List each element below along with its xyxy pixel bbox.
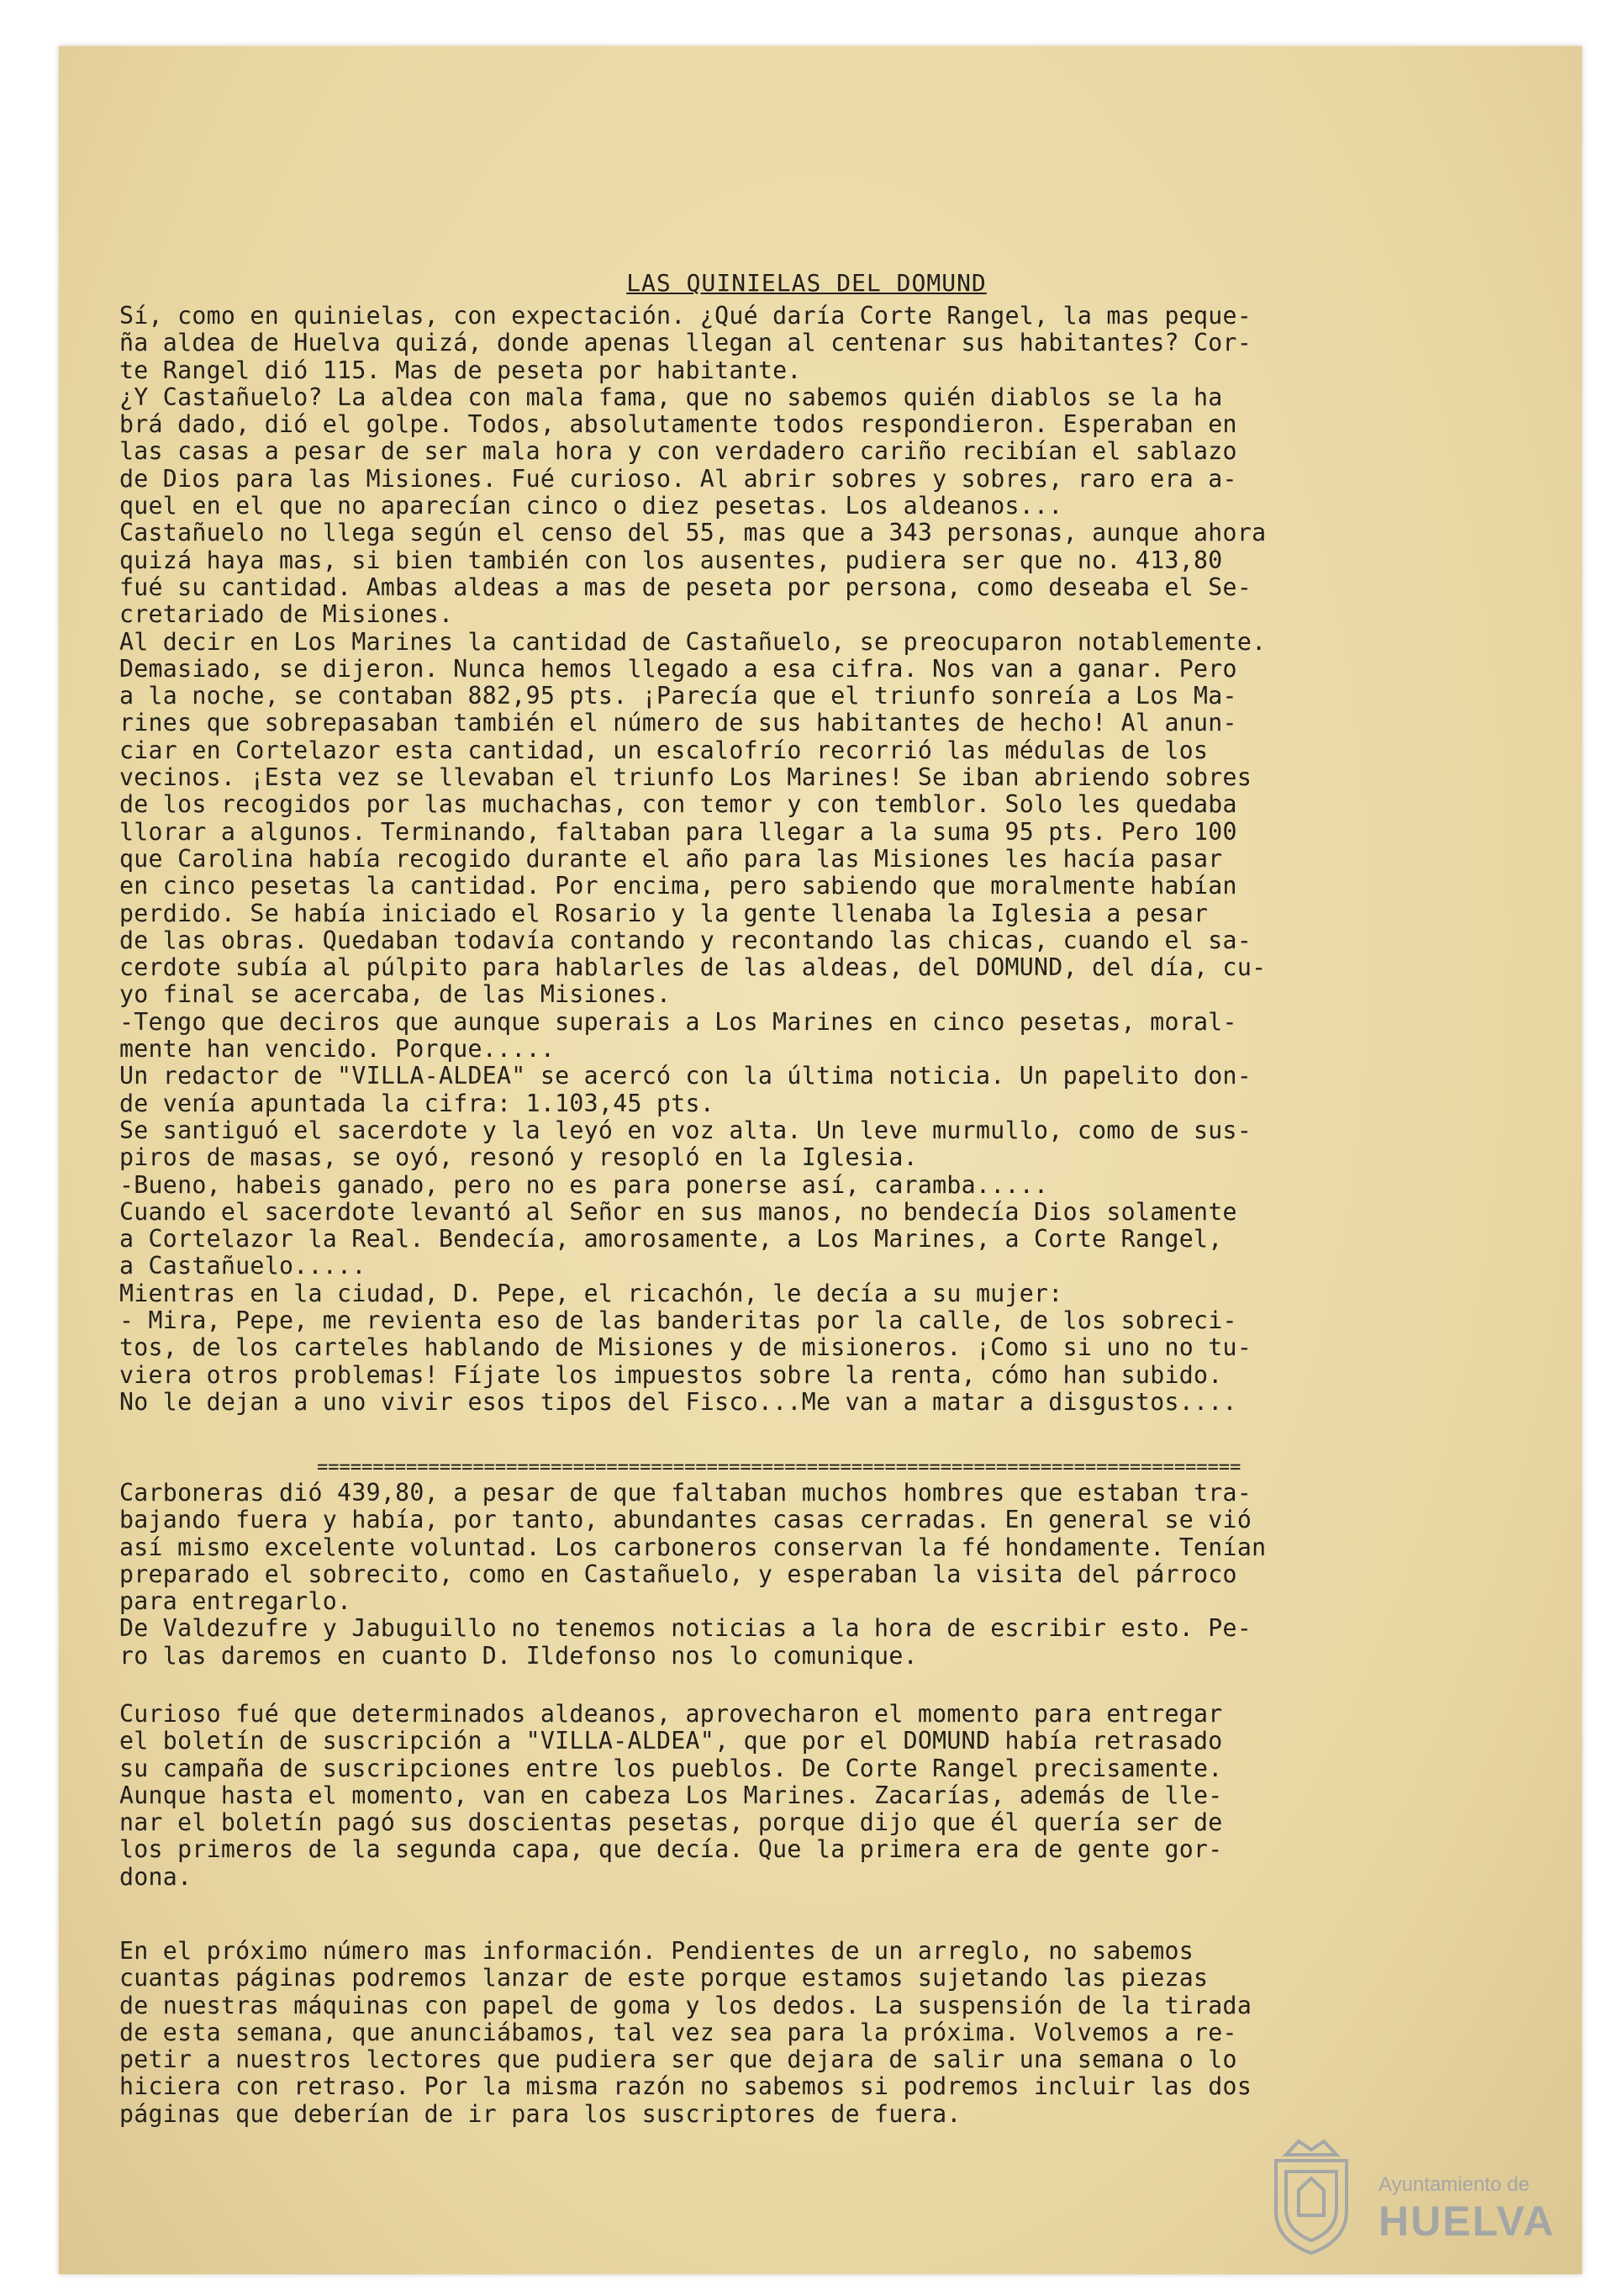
coat-of-arms-icon [1261, 2131, 1362, 2257]
body-paragraphs-carboneras: Carboneras dió 439,80, a pesar de que faltaban muchos hombres que estaban tra- bajando fuera y había, por tanto, abundantes casas cerradas. En general se vió así mismo excelente voluntad. Los carboneros conservan la fé hondamente. Tenían preparado el sobrecito, como en Castañuelo, y esperaban la visita del párroco para entregarlo. De Valdezufre y Jabuguillo no tenemos noticias a la hora de escribir esto. Pe- ro las daremos en cuanto D. Ildefonso nos lo comunique. [119, 1479, 1267, 1670]
section-separator: =================================================================================== [317, 1459, 1241, 1477]
document-title: LAS QUINIELAS DEL DOMUND [626, 269, 987, 297]
ayuntamiento-watermark [1261, 2131, 1556, 2257]
watermark-city-label: HUELVA [1378, 2198, 1556, 2245]
body-paragraphs-proximo-numero: En el próximo número mas información. Pendientes de un arreglo, no sabemos cuantas páginas podremos lanzar de este porque estamos sujetando las piezas de nuestras máquinas con papel de goma y los dedos. La suspensión de la tirada de esta semana, que anunciábamos, tal vez sea para la próxima. Volvemos a re- petir a nuestros lectores que pudiera ser que dejara de salir una semana o lo hiciera con retraso. Por la misma razón no sabemos si podremos incluir las dos páginas que deberían de ir para los suscriptores de fuera. [119, 1937, 1252, 2128]
body-paragraphs-suscripciones: Curioso fué que determinados aldeanos, aprovecharon el momento para entregar el boletín de suscripción a "VILLA-ALDEA", que por el DOMUND había retrasado su campaña de suscripciones entre los pueblos. De Corte Rangel precisamente. Aunque hasta el momento, van en cabeza Los Marines. Zacarías, además de lle- nar el boletín pagó sus doscientas pesetas, porque dijo que él quería ser de los primeros de la segunda capa, que decía. Que la primera era de gente gor- dona. [119, 1700, 1223, 1891]
body-paragraphs-main: Sí, como en quinielas, con expectación. ¿Qué daría Corte Rangel, la mas peque- ña aldea de Huelva quizá, donde apenas llegan al centenar sus habitantes? Cor- te Rangel dió 115. Mas de peseta por habitante. ¿Y Castañuelo? La aldea con mala fama, que no sabemos quién diablos se la ha brá dado, dió el golpe. Todos, absolutamente todos respondieron. Esperaban en las casas a pesar de ser mala hora y con verdadero cariño recibían el sablazo de Dios para las Misiones. Fué curioso. Al abrir sobres y sobres, raro era a- quel en el que no aparecían cinco o diez pesetas. Los aldeanos... Castañuelo no llega según el censo del 55, mas que a 343 personas, aunque ahora quizá haya mas, si bien también con los ausentes, pudiera ser que no. 413,80 fué su cantidad. Ambas aldeas a mas de peseta por persona, como deseaba el Se- cretariado de Misiones. Al decir en Los Marines la cantidad de Castañuelo, se preocuparon notablemente. Demasiado, se dijeron. Nunca hemos llegado a esa cifra. Nos van a ganar. Pero a la noche, se contaban 882,95 pts. ¡Parecía que el triunfo sonreía a Los Ma- rines que sobrepasaban también el número de sus habitantes de hecho! Al anun- ciar en Cortelazor esta cantidad, un escalofrío recorrió las médulas de los vecinos. ¡Esta vez se llevaban el triunfo Los Marines! Se iban abriendo sobres de los recogidos por las muchachas, con temor y con temblor. Solo les quedaba llorar a algunos. Terminando, faltaban para llegar a la suma 95 pts. Pero 100 que Carolina había recogido durante el año para las Misiones les hacía pasar en cinco pesetas la cantidad. Por encima, pero sabiendo que moralmente habían perdido. Se había iniciado el Rosario y la gente llenaba la Iglesia a pesar de las obras. Quedaban todavía contando y recontando las chicas, cuando el sa- cerdote subía al púlpito para hablarles de las aldeas, del DOMUND, del día, cu- yo final se acercaba, de las Misiones. -Tengo que deciros que aunque superais a Los Marines en cinco pesetas, moral- mente han vencido. Porque..... Un redactor de "VILLA-ALDEA" se acercó con la última noticia. Un papelito don- de venía apuntada la cifra: 1.103,45 pts. Se santiguó el sacerdote y la leyó en voz alta. Un leve murmullo, como de sus- piros de masas, se oyó, resonó y resopló en la Iglesia. -Bueno, habeis ganado, pero no es para ponerse así, caramba..... Cuando el sacerdote levantó al Señor en sus manos, no bendecía Dios solamente a Cortelazor la Real. Bendecía, amorosamente, a Los Marines, a Corte Rangel, a Castañuelo..... Mientras en la ciudad, D. Pepe, el ricachón, le decía a su mujer: - Mira, Pepe, me revienta eso de las banderitas por la calle, de los sobreci- tos, de los carteles hablando de Misiones y de misioneros. ¡Como si uno no tu- viera otros problemas! Fíjate los impuestos sobre la renta, cómo han subido. No le dejan a uno vivir esos tipos del Fisco...Me van a matar a disgustos.... [119, 302, 1267, 1416]
watermark-ayuntamiento-label: Ayuntamiento de [1378, 2173, 1530, 2196]
